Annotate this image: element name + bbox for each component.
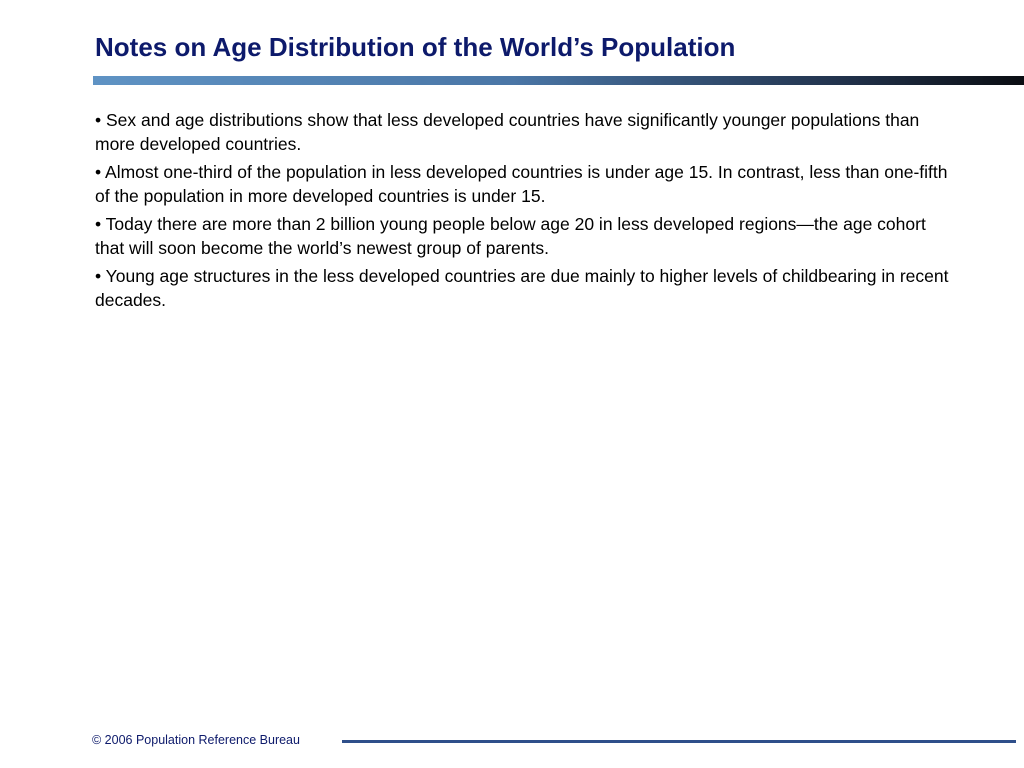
bullet-list: [95, 108, 955, 316]
bullet-item: • Sex and age distributions show that less developed countries have significantly younger populations than more developed countries.: [95, 110, 920, 154]
footer-divider: [342, 740, 1016, 743]
bullet-item: • Today there are more than 2 billion young people below age 20 in less developed regions—the age cohort that will soon become the world’s newest group of parents.: [95, 214, 926, 258]
footer-copyright: © 2006 Population Reference Bureau: [92, 733, 300, 747]
slide-title: Notes on Age Distribution of the World’s Population: [95, 32, 736, 62]
bullet-item: • Young age structures in the less developed countries are due mainly to higher levels of childbearing in recent decades.: [95, 266, 949, 310]
bullet-item: • Almost one-third of the population in less developed countries is under age 15. In contrast, less than one-fifth of the population in more developed countries is under 15.: [95, 162, 948, 206]
title-divider: [93, 76, 1024, 85]
